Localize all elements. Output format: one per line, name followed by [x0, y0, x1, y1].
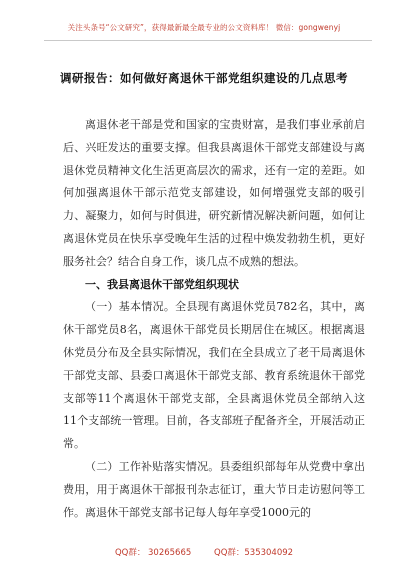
section-heading: 一、我县离退休干部党组织现状: [85, 277, 239, 291]
footer-contact: [0, 546, 408, 558]
paragraph-basic-situation: （一）基本情况。全县现有离退休党员782名，其中，离休干部党员8名，离退休干部党员长期居住在城区。根据离退休党员分布及全县实际情况，我们在全县成立了老干局离退休干部党支部、县委口离退休干部党支部、教育系统退休干部党支部等11个离退休干部党支部，全县离退休党员全部纳入这11个支部统一管理。目前，各支部班子配备齐全，开展活动正常。: [63, 300, 365, 451]
document-body: [63, 114, 365, 524]
header-divider: [44, 40, 372, 41]
paragraph-intro: 离退休老干部是党和国家的宝贵财富，是我们事业承前启后、兴旺发达的重要支撑。但我县离退休干部党支部建设与离退休党员精神文化生活更高层次的需求，还有一定的差距。如何加强离退休干部示范党支部建设，如何增强党支部的吸引力、凝聚力，如何与时俱进，研究新情况解决新问题，如何让离退休党员在快乐享受晚年生活的过程中焕发勃勃生机，更好服务社会？结合自身工作，谈几点不成熟的想法。: [63, 118, 365, 268]
paragraph-subsidy: （二）工作补贴落实情况。县委组织部每年从党费中拿出费用，用于离退休干部报刊杂志征订，重大节日走访慰问等工作。离退休干部党支部书记每人每年享受1000元的: [63, 459, 365, 519]
footer-qq-group-2: QQ群：535304092: [214, 548, 294, 558]
document-title: 调研报告：如何做好离退休干部党组织建设的几点思考: [60, 71, 348, 85]
footer-qq-group-1: QQ群： 30265665: [114, 548, 192, 558]
header-banner: 关注头条号“公文研究”，获得最新最全最专业的公文资料库！ 微信：gongwenyj: [67, 23, 341, 32]
